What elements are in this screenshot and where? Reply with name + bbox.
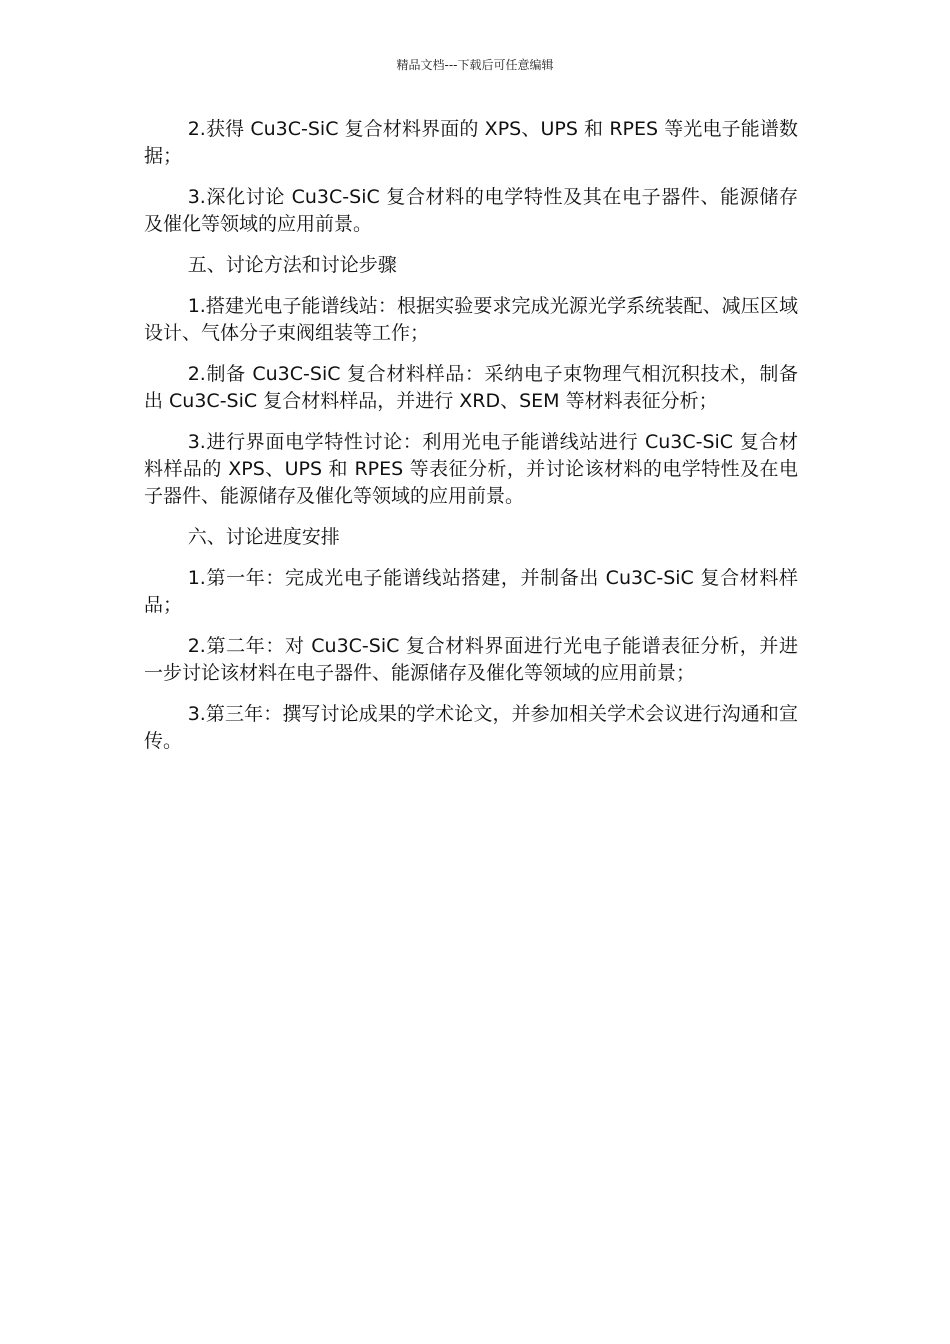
paragraph-schedule-1: 1.第一年：完成光电子能谱线站搭建，并制备出 Cu3C-SiC 复合材料样品； [144, 567, 798, 616]
paragraph-schedule-3: 3.第三年：撰写讨论成果的学术论文，并参加相关学术会议进行沟通和宣传。 [144, 703, 798, 752]
section-heading-schedule: 六、讨论进度安排 [187, 526, 340, 548]
paragraph-schedule-2: 2.第二年：对 Cu3C-SiC 复合材料界面进行光电子能谱表征分析，并进一步讨论该材料在电子器件、能源储存及催化等领域的应用前景； [144, 635, 798, 684]
document-body [144, 116, 798, 769]
paragraph-goal-3: 3.深化讨论 Cu3C-SiC 复合材料的电学特性及其在电子器件、能源储存及催化等领域的应用前景。 [144, 186, 798, 235]
section-heading-methods: 五、讨论方法和讨论步骤 [187, 254, 397, 276]
page-header: 精品文档---下载后可任意编辑 [396, 58, 554, 72]
paragraph-goal-2: 2.获得 Cu3C-SiC 复合材料界面的 XPS、UPS 和 RPES 等光电子能谱数据； [144, 118, 798, 167]
paragraph-method-1: 1.搭建光电子能谱线站：根据实验要求完成光源光学系统装配、减压区域设计、气体分子束阀组装等工作； [144, 295, 798, 344]
paragraph-method-2: 2.制备 Cu3C-SiC 复合材料样品：采纳电子束物理气相沉积技术，制备出 Cu3C-SiC 复合材料样品，并进行 XRD、SEM 等材料表征分析； [144, 363, 798, 412]
paragraph-method-3: 3.进行界面电学特性讨论：利用光电子能谱线站进行 Cu3C-SiC 复合材料样品的 XPS、UPS 和 RPES 等表征分析，并讨论该材料的电学特性及在电子器件、能源储存及催化等领域的应用前景。 [144, 431, 798, 507]
